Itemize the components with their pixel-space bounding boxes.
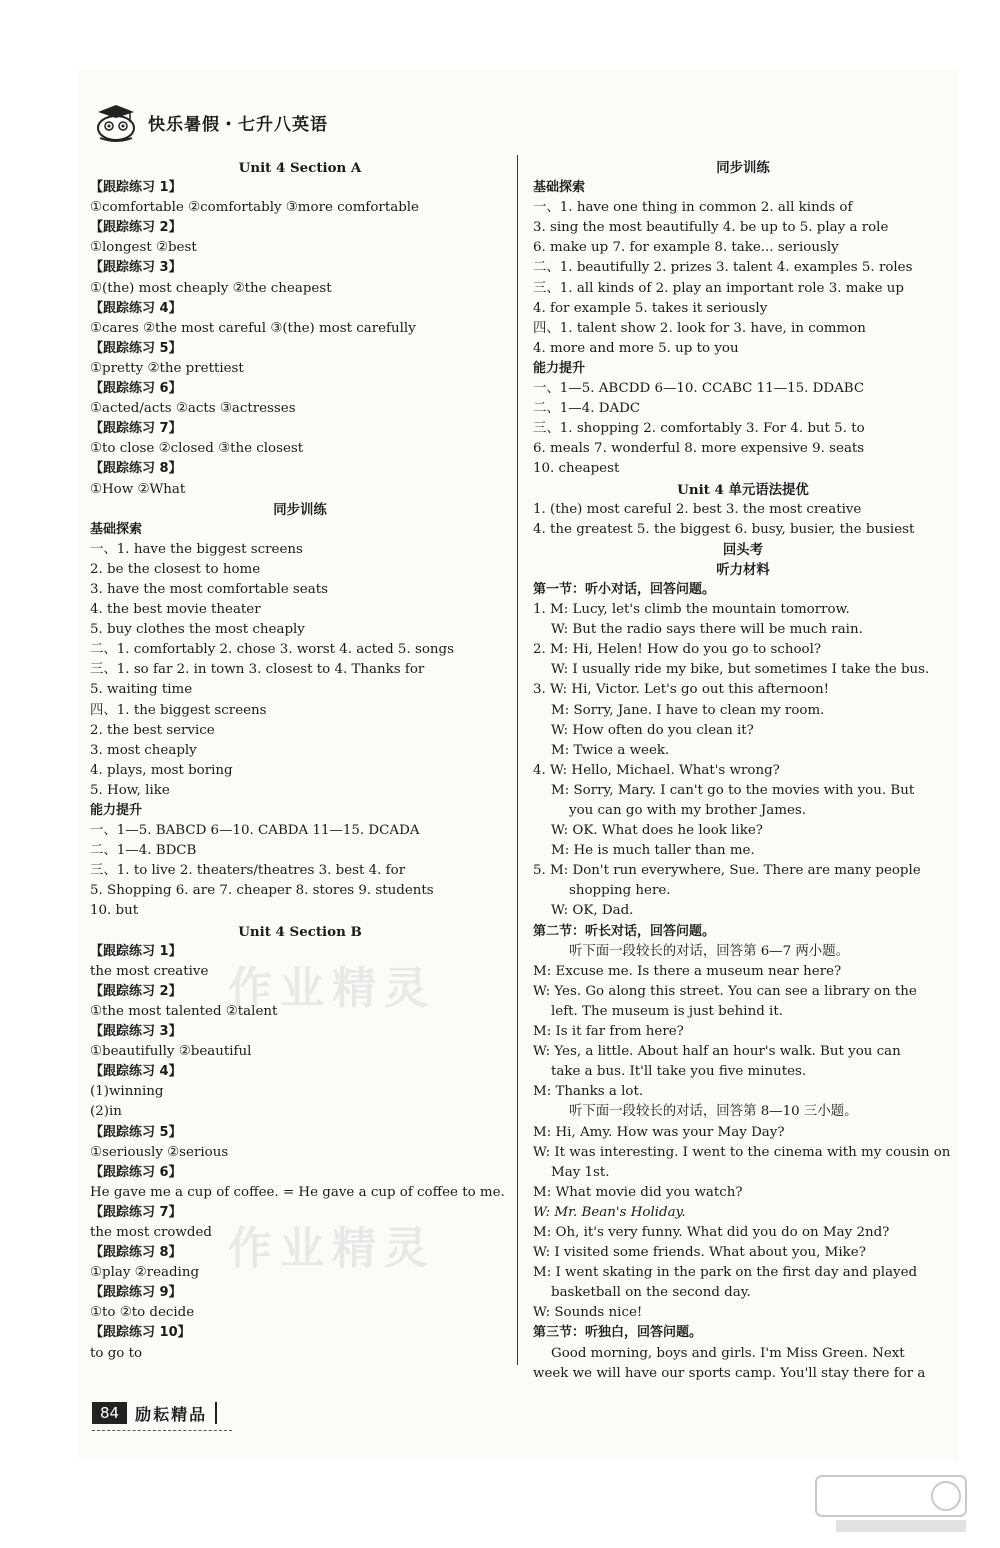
answer-line: M: Excuse me. Is there a museum near here? [533,963,842,979]
watermark-text: 作业精灵 [228,1223,436,1274]
section-heading: 【跟踪练习 1】 [90,180,182,196]
section-heading: 基础探索 [90,521,143,537]
answer-line: W: Mr. Bean's Holiday. [533,1204,686,1220]
answer-line: 4. plays, most boring [90,762,233,778]
section-heading: 【跟踪练习 5】 [90,340,182,356]
answer-line: 3. sing the most beautifully 4. be up to 5. play a role [533,220,889,236]
answer-line: 3. W: Hi, Victor. Let's go out this afternoon! [533,682,830,698]
answer-line: 10. but [90,903,139,919]
footer-rule [92,1430,232,1432]
answer-line: 一、1. have the biggest screens [90,541,303,557]
answer-line: W: It was interesting. I went to the cinema with my cousin on [533,1144,951,1160]
section-heading: 能力提升 [533,360,586,376]
answer-line: basketball on the second day. [551,1285,751,1301]
section-heading: 【跟踪练习 4】 [90,1064,182,1080]
section-title: 回头考 [722,541,764,558]
answer-line: M: Hi, Amy. How was your May Day? [533,1124,785,1140]
answer-line: 二、1—4. BDCB [90,843,197,859]
section-heading: 【跟踪练习 8】 [90,1245,182,1261]
answer-line: shopping here. [569,883,671,899]
book-title: 快乐暑假・七升八英语 [148,114,328,135]
answer-line: ①to ②to decide [90,1305,195,1321]
answer-line: 3. most cheaply [90,742,197,758]
answer-line: 5. How, like [90,782,170,798]
answer-line: ①play ②reading [90,1265,200,1281]
answer-line: the most crowded [90,1224,212,1240]
answer-line: 4. more and more 5. up to you [533,340,739,356]
section-title: 同步训练 [273,501,327,518]
answer-line: M: Twice a week. [551,742,670,758]
answer-line: (1)winning [90,1084,164,1100]
answer-line: 6. meals 7. wonderful 8. more expensive 9. seats [533,441,865,457]
section-heading: 【跟踪练习 9】 [90,1285,182,1301]
answer-line: 6. make up 7. for example 8. take... seriously [533,240,839,256]
section-heading: 【跟踪练习 10】 [90,1325,191,1341]
answer-line: 二、1. comfortably 2. chose 3. worst 4. acted 5. songs [90,642,454,658]
section-heading: 第二节：听长对话，回答问题。 [533,923,716,939]
answer-line: 一、1—5. BABCD 6—10. CABDA 11—15. DCADA [90,823,420,839]
answer-line: you can go with my brother James. [569,803,807,818]
answer-line: M: Oh, it's very funny. What did you do on May 2nd? [533,1224,890,1240]
answer-line: 二、1. beautifully 2. prizes 3. talent 4. examples 5. roles [533,260,913,276]
watermark-text: 作业精灵 [228,963,436,1014]
section-title: 同步训练 [716,160,770,176]
section-heading: 【跟踪练习 8】 [90,461,182,477]
answer-line: ①beautifully ②beautiful [90,1044,252,1060]
answer-line: W: OK, Dad. [551,903,634,919]
answer-line: 5. waiting time [90,682,193,698]
corner-logo-icon [806,1470,986,1540]
section-title: Unit 4 单元语法提优 [677,481,809,498]
section-heading: 【跟踪练习 3】 [90,260,182,276]
answer-line: 4. the greatest 5. the biggest 6. busy, busier, the busiest [533,521,915,537]
answer-line: W: But the radio says there will be much rain. [551,622,863,638]
answer-line: 1. (the) most careful 2. best 3. the most creative [533,501,862,517]
section-heading: 第一节：听小对话，回答问题。 [533,581,716,597]
section-heading: 第三节：听独白，回答问题。 [533,1325,703,1341]
answer-line: 四、1. talent show 2. look for 3. have, in common [533,320,866,336]
answer-line: 3. have the most comfortable seats [90,581,328,597]
answer-line: ①longest ②best [90,240,197,256]
answer-line: 4. W: Hello, Michael. What's wrong? [533,762,780,778]
answer-line: M: What movie did you watch? [533,1184,743,1200]
answer-line: Good morning, boys and girls. I'm Miss Green. Next [551,1345,905,1361]
answer-line: left. The museum is just behind it. [551,1003,783,1019]
answer-line: ①(the) most cheaply ②the cheapest [90,280,332,296]
answer-line: 四、1. the biggest screens [90,702,267,718]
answer-line: 三、1. all kinds of 2. play an important role 3. make up [533,280,904,296]
answer-line: (2)in [90,1104,122,1120]
answer-line: ①acted/acts ②acts ③actresses [90,401,296,417]
section-heading: 【跟踪练习 6】 [90,381,182,397]
answer-line: 听下面一段较长的对话，回答第 6—7 两小题。 [569,943,849,959]
answer-line: 二、1—4. DADC [533,401,641,417]
section-heading: 【跟踪练习 1】 [90,943,182,959]
answer-line: W: I usually ride my bike, but sometimes I take the bus. [551,662,930,678]
answer-line: 4. for example 5. takes it seriously [533,300,768,316]
answer-line: ①pretty ②the prettiest [90,360,244,376]
answer-line: take a bus. It'll take you five minutes. [551,1064,807,1080]
answer-line: the most creative [90,963,209,979]
section-title: 听力材料 [716,561,770,578]
answer-line: M: Sorry, Mary. I can't go to the movies with you. But [551,782,915,798]
answer-line: 三、1. shopping 2. comfortably 3. For 4. but 5. to [533,421,865,437]
answer-line: May 1st. [551,1164,610,1180]
footer-divider [215,1402,217,1424]
answer-line: W: Sounds nice! [533,1305,643,1321]
answer-line: 1. M: Lucy, let's climb the mountain tomorrow. [533,602,850,618]
answer-line: W: I visited some friends. What about you, Mike? [533,1245,866,1261]
answer-column-left [90,158,510,1364]
answer-line: W: Yes. Go along this street. You can see a library on the [533,983,917,999]
section-heading: 基础探索 [533,180,586,196]
footer-brand: 励耘精品 [135,1404,208,1424]
section-heading: 【跟踪练习 3】 [90,1024,182,1040]
answer-line: 4. the best movie theater [90,602,261,618]
answer-line: 2. M: Hi, Helen! How do you go to school? [533,642,822,658]
section-heading: 【跟踪练习 4】 [90,300,182,316]
section-heading: 【跟踪练习 2】 [90,220,182,236]
section-heading: 【跟踪练习 7】 [90,421,182,437]
answer-line: M: I went skating in the park on the first day and played [533,1265,918,1281]
answer-line: week we will have our sports camp. You'll stay there for a [533,1365,926,1381]
answer-line: W: OK. What does he look like? [551,823,763,839]
section-title: Unit 4 Section B [238,923,362,940]
answer-line: ①seriously ②serious [90,1144,229,1160]
answer-line: to go to [90,1345,143,1361]
answer-line: 5. M: Don't run everywhere, Sue. There are many people [533,863,921,879]
answer-line: M: He is much taller than me. [551,843,755,859]
answer-line: M: Is it far from here? [533,1024,684,1040]
answer-line: 一、1—5. ABCDD 6—10. CCABC 11—15. DDABC [533,381,865,397]
answer-line: W: Yes, a little. About half an hour's walk. But you can [533,1044,901,1060]
section-heading: 【跟踪练习 2】 [90,983,182,999]
answer-line: M: Thanks a lot. [533,1084,644,1100]
page-number: 84 [92,1402,127,1424]
answer-line: He gave me a cup of coffee. = He gave a cup of coffee to me. [90,1184,505,1200]
answer-line: 一、1. have one thing in common 2. all kinds of [533,200,853,216]
answer-line: 5. buy clothes the most cheaply [90,622,305,638]
answer-line: ①the most talented ②talent [90,1003,278,1019]
section-heading: 【跟踪练习 5】 [90,1124,182,1140]
answer-line: W: How often do you clean it? [551,722,754,738]
page-header [90,100,328,144]
answer-line: 10. cheapest [533,461,620,477]
section-heading: 【跟踪练习 6】 [90,1164,182,1180]
answer-line: 听下面一段较长的对话，回答第 8—10 三小题。 [569,1104,858,1120]
answer-line: 5. Shopping 6. are 7. cheaper 8. stores 9. students [90,883,434,899]
answer-line: 三、1. so far 2. in town 3. closest to 4. Thanks for [90,662,425,678]
section-title: Unit 4 Section A [238,160,362,176]
section-heading: 【跟踪练习 7】 [90,1204,182,1220]
answer-line: 三、1. to live 2. theaters/theatres 3. best 4. for [90,863,406,879]
answer-column-right [533,158,953,1384]
section-heading: 能力提升 [90,803,143,818]
answer-line: ①How ②What [90,481,186,497]
answer-line: ①comfortable ②comfortably ③more comfortable [90,200,419,216]
answer-line: ①to close ②closed ③the closest [90,441,304,457]
answer-line: 2. be the closest to home [90,561,261,577]
answer-line: 2. the best service [90,722,215,738]
page-footer [92,1398,217,1428]
column-divider [517,155,518,1365]
graduate-owl-icon [90,102,142,142]
answer-line: ①cares ②the most careful ③(the) most carefully [90,320,416,336]
answer-line: M: Sorry, Jane. I have to clean my room. [551,702,825,718]
